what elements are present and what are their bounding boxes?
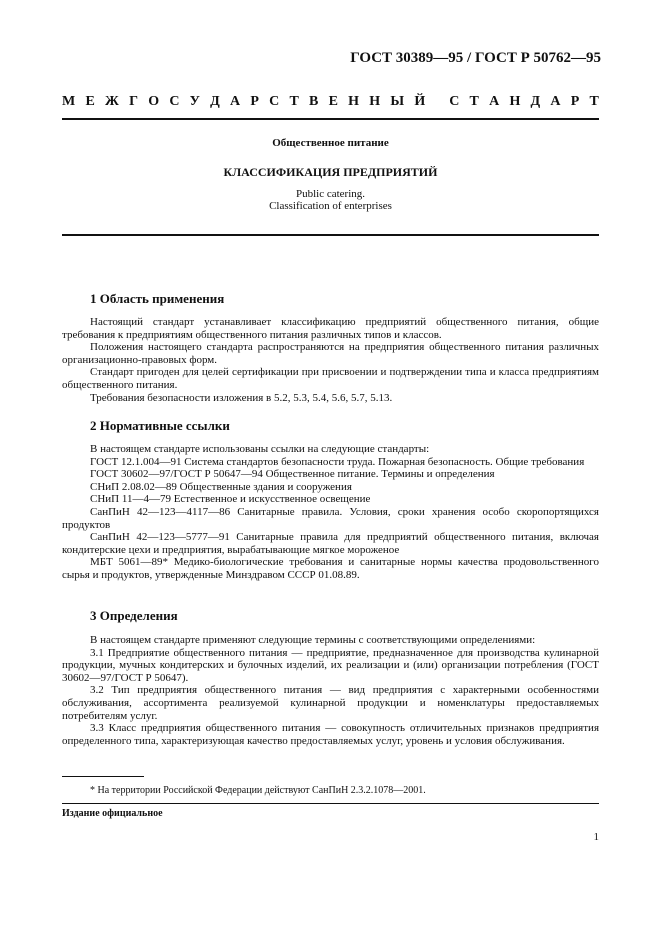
title-rule <box>62 234 599 236</box>
paragraph: Стандарт пригоден для целей сертификации при присвоении и подтверждении типа и класса предприятиям общественного питания. <box>62 366 599 391</box>
standard-type-letter: Т <box>289 94 299 109</box>
english-title-line-2: Classification of enterprises <box>269 200 392 212</box>
paragraph: В настоящем стандарте применяют следующие термины с соответствующими определениями: <box>90 634 536 646</box>
section-body-references <box>62 443 599 582</box>
standard-type-letter: Д <box>530 94 541 109</box>
standard-type-letter: Р <box>250 94 259 109</box>
standard-type-letter: Р <box>570 94 580 109</box>
standard-type-letter: Н <box>369 94 381 109</box>
standard-type-letter: У <box>189 94 200 109</box>
footnote: * На территории Российской Федерации действуют СанПиН 2.3.2.1078—2001. <box>90 785 426 796</box>
paragraph: Требования безопасности изложения в 5.2, 5.3, 5.4, 5.6, 5.7, 5.13. <box>90 391 393 404</box>
header-rule <box>62 118 599 120</box>
edition-label: Издание официальное <box>62 808 163 819</box>
footnote-rule <box>62 776 144 777</box>
standard-type-letter: Г <box>129 94 138 109</box>
reference-item: СНиП 11—4—79 Естественное и искусственное освещение <box>90 493 371 506</box>
document-title: КЛАССИФИКАЦИЯ ПРЕДПРИЯТИЙ <box>223 165 438 179</box>
edition-rule <box>62 803 599 804</box>
reference-item: МБТ 5061—89* Медико-биологические требования и санитарные нормы качества продовольственного сырья и продуктов, утвержденные Минздравом СССР 01.08.89. <box>62 556 599 581</box>
standard-type-letter: Н <box>348 94 360 109</box>
standard-type-letter: Й <box>414 94 426 109</box>
english-title-line-1: Public catering. <box>295 188 366 200</box>
english-title <box>62 188 599 212</box>
section-heading-references: 2 Нормативные ссылки <box>90 418 230 433</box>
reference-item: ГОСТ 12.1.004—91 Система стандартов безопасности труда. Пожарная безопасность. Общие требования <box>90 455 585 468</box>
standard-type-letter: Е <box>85 94 95 109</box>
reference-item: СанПиН 42—123—5777—91 Санитарные правила для предприятий общественного питания, включая кондитерские цехи и предприятия, вырабатывающие мягкое мороженое <box>62 531 599 556</box>
standard-type-letter: Т <box>589 94 599 109</box>
document-number: ГОСТ 30389—95 / ГОСТ Р 50762—95 <box>350 50 601 66</box>
standard-type-letter: Н <box>509 94 521 109</box>
page-number: 1 <box>593 831 599 843</box>
paragraph: В настоящем стандарте использованы ссылки на следующие стандарты: <box>90 443 430 455</box>
definition-item: 3.2 Тип предприятия общественного питания — вид предприятия с характерными особенностями обслуживания, ассортимента реализуемой кулинарной продукции и номенклатуры предоставляемых потребителям услуг. <box>62 684 599 722</box>
standard-type-letter: А <box>489 94 500 109</box>
standard-type-letter: М <box>62 94 76 109</box>
standard-type-letter: С <box>269 94 280 109</box>
section-body-definitions <box>62 634 599 747</box>
reference-item: СНиП 2.08.02—89 Общественные здания и сооружения <box>90 480 352 493</box>
reference-item: ГОСТ 30602—97/ГОСТ Р 50647—94 Общественное питание. Термины и определения <box>90 468 495 481</box>
section-heading-definitions: 3 Определения <box>90 608 178 623</box>
standard-type-letter: Д <box>210 94 220 109</box>
standard-type-letter: О <box>148 94 160 109</box>
standard-type-letter: В <box>309 94 319 109</box>
standard-type-letter: С <box>169 94 180 109</box>
standard-type-letter: А <box>230 94 241 109</box>
paragraph: Настоящий стандарт устанавливает классификацию предприятий общественного питания, общие требования к предприятиям общественного питания различных типов и классов. <box>62 316 599 341</box>
standard-type-letter: Т <box>469 94 479 109</box>
standard-type-letter: Ы <box>390 94 405 109</box>
definition-item: 3.3 Класс предприятия общественного питания — совокупность отличительных признаков предприятия определенного типа, характеризующая качество предоставляемых услуг, уровень и условия обслуживания. <box>62 722 599 747</box>
definition-item: 3.1 Предприятие общественного питания — предприятие, предназначенное для производства кулинарной продукции, мучных кондитерских и булочных изделий, их реализации и (или) организации потребления (ГОСТ 30602—97/ГОСТ Р 50647). <box>62 646 599 684</box>
section-heading-scope: 1 Область применения <box>90 291 225 306</box>
standard-type-letter: Е <box>328 94 338 109</box>
reference-item: СанПиН 42—123—4117—86 Санитарные правила. Условия, сроки хранения особо скоропортящихся продуктов <box>62 505 599 531</box>
paragraph: Положения настоящего стандарта распространяются на предприятия общественного питания различных организационно-правовых форм. <box>62 341 599 366</box>
standard-type-gap <box>435 94 439 110</box>
standard-type-letter: А <box>550 94 561 109</box>
standard-type-letter: Ж <box>105 94 119 109</box>
section-body-scope <box>62 316 599 404</box>
subject-line: Общественное питание <box>272 137 389 149</box>
standard-type-letter: С <box>449 94 460 109</box>
standard-type-heading <box>62 94 599 110</box>
